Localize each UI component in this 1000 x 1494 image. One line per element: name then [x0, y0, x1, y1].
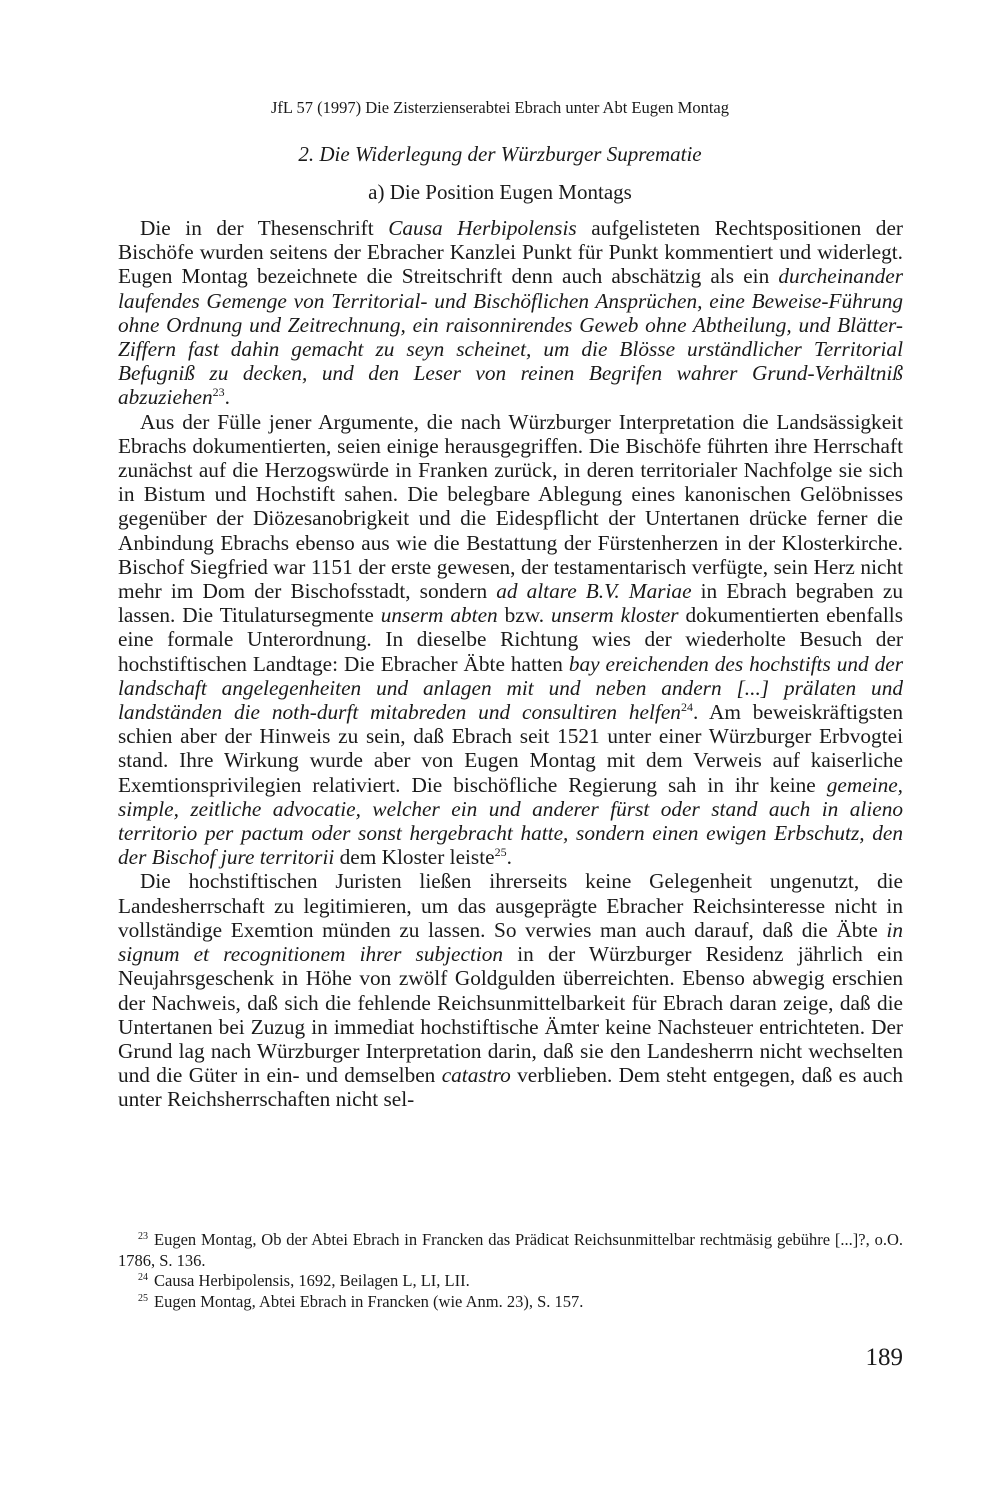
text-run: Die hochstiftischen Juristen ließen ihrerseits keine Gelegenheit ungenutzt, die Landesherrschaft zu legitimieren, um das ausgeprägte Ebracher Reichsinteresse nicht in vollständige Exemtion münden zu lassen. So verwies man auch darauf, daß die Äbte — [118, 869, 903, 942]
footnote-text: Eugen Montag, Ob der Abtei Ebrach in Francken das Prädicat Reichsunmittelbar rechtmäsig gebühre [...]?, o.O. 1786, S. 136. — [118, 1230, 903, 1270]
text-run: in der Würzburger Residenz jährlich ein Neujahrsgeschenk in Höhe von zwölf Goldgulden überreichten. Ebenso abwegig erschien der Nachweis, daß sich die fehlende Reichsunmittelbarkeit für Ebrach daran zeige, daß die Untertanen bei Zuzug in immediat hochstiftische Ämter keine Nachsteuer entrichteten. Der Grund lag nach Würzburger Interpretation darin, daß sie den Landesherrn nicht wechselten und die Güter in ein- und demselben — [118, 942, 903, 1088]
text-run: Die in der Thesenschrift — [140, 216, 389, 240]
section-heading: 2. Die Widerlegung der Würzburger Suprematie — [298, 142, 702, 166]
footnote — [118, 1292, 903, 1313]
italic-quote: unserm kloster — [550, 603, 679, 628]
footnote-ref: 25 — [494, 845, 507, 860]
footnote-text: Eugen Montag, Abtei Ebrach in Francken (wie Anm. 23), S. 157. — [154, 1291, 584, 1311]
text-run: verblieben. Dem steht entgegen, daß es auch unter Reichsherrschaften nicht sel- — [118, 1063, 903, 1112]
footnotes — [118, 1230, 903, 1312]
italic-quote: durcheinander laufendes Gemenge von Territorial- und Bischöflichen Ansprüchen, eine Beweise-Führung ohne Ordnung und Zeitrechnung, ein raisonnirendes Geweb ohne Abtheilung, und Blätter-Ziffern fast dahin gemacht zu seyn scheinet, um die Blösse urständlicher Territorial Befugniß zu decken, und den Leser von reinen Begrifen wahrer Grund-Verhältniß abzuziehen — [118, 264, 903, 410]
page-number: 189 — [865, 1344, 903, 1371]
italic-quote: catastro — [441, 1063, 511, 1088]
footnote-number: 23 — [138, 1231, 148, 1242]
subsection-heading: a) Die Position Eugen Montags — [368, 180, 632, 204]
running-head: JfL 57 (1997) Die Zisterzienserabtei Ebrach unter Abt Eugen Montag — [270, 98, 730, 117]
text-run: Aus der Fülle jener Argumente, die nach Würzburger Interpretation die Landsässigkeit Ebrachs dokumentierten, seien einige herausgegriffen. Die Bischöfe führten ihre Herrschaft zunächst auf die Herzogswürde in Franken zurück, in deren territorialer Nachfolge sie sich in Bistum und Hochstift sahen. Die belegbare Ablegung eines kanonischen Gelöbnisses gegenüber der Diözesanobrigkeit und die Eidespflicht der Untertanen drücke ferner die Anbindung Ebrachs ebenso aus wie die Bestattung der Fürstenherzen in der Klosterkirche. Bischof Siegfried war 1151 der erste gewesen, der testamentarisch verfügte, sein Herz nicht mehr im Dom der Bischofsstadt, sondern — [118, 409, 903, 604]
italic-quote: ad altare B.V. Mariae — [496, 579, 692, 604]
italic-quote: gemeine, simple, zeitliche advocatie, welcher ein und anderer fürst oder stand auch in alieno territorio per pactum oder sonst hergebracht hatte, sondern einen ewigen Erbschutz, den der Bischof jure territorii — [118, 772, 903, 870]
body-paragraph — [118, 410, 903, 870]
footnote-text: Causa Herbipolensis, 1692, Beilagen L, LI, LII. — [154, 1271, 470, 1290]
italic-quote: unserm abten — [380, 603, 498, 628]
footnote-ref: 23 — [212, 385, 225, 400]
italic-quote: in signum et recognitionem ihrer subjection — [118, 917, 903, 967]
text-run: . Am beweiskräftigsten schien aber der Hinweis zu sein, daß Ebrach seit 1521 unter einer Würzburger Erbvogtei stand. Ihre Wirkung wurde aber von Eugen Montag mit dem Verweis auf kaiserliche Exemtionsprivilegien relativiert. Die bischöfliche Regierung sah in ihr keine — [118, 700, 903, 797]
text-run: dokumentierten ebenfalls eine formale Unterordnung. In dieselbe Richtung wies der wiederholte Besuch der hochstiftischen Landtage: Die Ebracher Äbte hatten — [118, 603, 903, 676]
footnote-number: 24 — [138, 1272, 148, 1283]
italic-quote: bay ereichenden des hochstifts und der landschaft angelegenheiten und anlagen mit und neben andern [...] prälaten und landständen die noth-durft mitabreden und consultiren helfen — [118, 651, 903, 725]
text-run: . — [224, 385, 230, 410]
body-text — [118, 216, 903, 1112]
body-paragraph — [118, 869, 903, 1111]
text-run: bzw. — [497, 603, 551, 628]
text-run: aufgelisteten Rechtspositionen der Bischöfe wurden seitens der Ebracher Kanzlei Punkt für Punkt kommentiert und widerlegt. Eugen Montag bezeichnete die Streitschrift denn auch abschätzig als ein — [118, 216, 904, 289]
italic-quote: Causa Herbipolensis — [388, 216, 577, 240]
footnote — [118, 1230, 903, 1271]
footnote — [118, 1271, 903, 1292]
footnote-number: 25 — [138, 1292, 148, 1304]
text-run: . — [506, 845, 512, 870]
text-run: in Ebrach begraben zu lassen. Die Titulatursegmente — [118, 579, 903, 628]
footnote-ref: 24 — [680, 700, 693, 715]
body-paragraph — [118, 216, 903, 410]
text-run: dem Kloster leiste — [334, 845, 495, 870]
